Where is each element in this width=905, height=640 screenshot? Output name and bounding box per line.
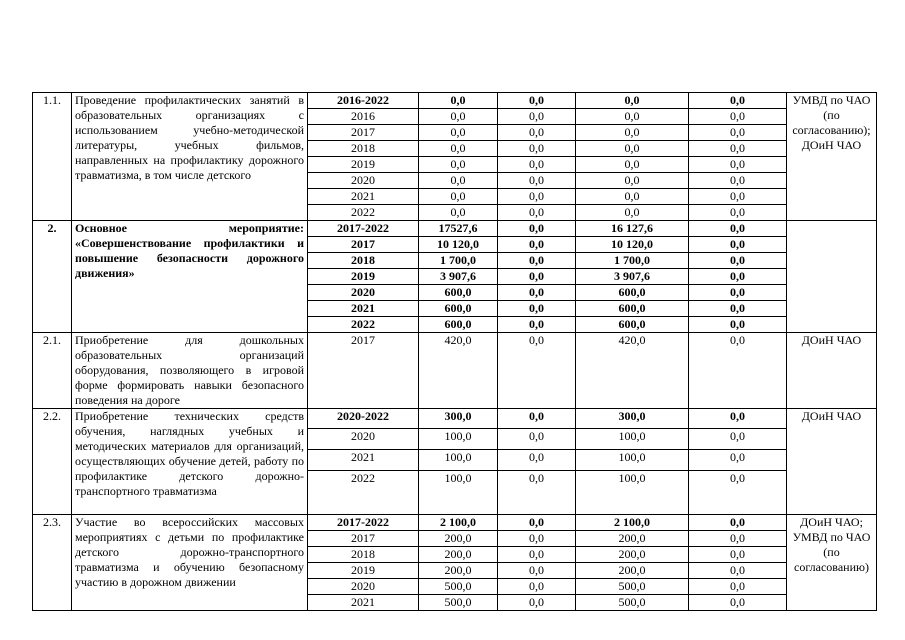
year-cell: 2017	[308, 125, 419, 141]
funding-value-4: 0,0	[689, 109, 787, 125]
year-cell: 2020-2022	[308, 409, 419, 429]
funding-value-3: 200,0	[576, 563, 689, 579]
funding-value-4: 0,0	[689, 205, 787, 221]
funding-value-2: 0,0	[498, 205, 576, 221]
funding-value-3: 200,0	[576, 547, 689, 563]
funding-value-2: 0,0	[498, 515, 576, 531]
year-cell: 2020	[308, 579, 419, 595]
funding-value-1: 600,0	[419, 285, 498, 301]
funding-value-3: 10 120,0	[576, 237, 689, 253]
funding-value-2: 0,0	[498, 301, 576, 317]
funding-value-1: 2 100,0	[419, 515, 498, 531]
funding-value-3: 0,0	[576, 157, 689, 173]
funding-value-1: 0,0	[419, 173, 498, 189]
funding-value-2: 0,0	[498, 579, 576, 595]
table-row	[33, 333, 877, 409]
funding-value-1: 300,0	[419, 409, 498, 429]
item-number: 2.3.	[33, 515, 72, 611]
year-cell: 2020	[308, 173, 419, 189]
funding-value-2: 0,0	[498, 157, 576, 173]
funding-value-4: 0,0	[689, 531, 787, 547]
funding-value-4: 0,0	[689, 450, 787, 471]
year-cell: 2018	[308, 253, 419, 269]
funding-value-4: 0,0	[689, 221, 787, 237]
item-description: Основное мероприятие: «Совершенствование профилактики и повышение безопасности дорожного движения»	[72, 221, 308, 333]
funding-value-1: 500,0	[419, 579, 498, 595]
year-cell: 2020	[308, 285, 419, 301]
funding-value-2: 0,0	[498, 317, 576, 333]
funding-value-4: 0,0	[689, 471, 787, 515]
funding-value-1: 200,0	[419, 563, 498, 579]
funding-value-1: 0,0	[419, 141, 498, 157]
funding-value-3: 200,0	[576, 531, 689, 547]
funding-value-2: 0,0	[498, 125, 576, 141]
funding-value-4: 0,0	[689, 547, 787, 563]
funding-value-4: 0,0	[689, 269, 787, 285]
funding-value-1: 420,0	[419, 333, 498, 409]
year-cell: 2020	[308, 429, 419, 450]
year-cell: 2017	[308, 333, 419, 409]
funding-value-4: 0,0	[689, 333, 787, 409]
funding-value-4: 0,0	[689, 189, 787, 205]
item-number: 2.	[33, 221, 72, 333]
funding-value-3: 100,0	[576, 471, 689, 515]
funding-value-2: 0,0	[498, 547, 576, 563]
funding-value-2: 0,0	[498, 409, 576, 429]
funding-value-1: 200,0	[419, 531, 498, 547]
funding-value-2: 0,0	[498, 93, 576, 109]
year-cell: 2018	[308, 141, 419, 157]
funding-value-2: 0,0	[498, 189, 576, 205]
funding-value-4: 0,0	[689, 317, 787, 333]
funding-value-4: 0,0	[689, 157, 787, 173]
funding-value-3: 500,0	[576, 595, 689, 611]
funding-value-1: 0,0	[419, 189, 498, 205]
funding-value-3: 600,0	[576, 317, 689, 333]
responsible-executor	[787, 221, 877, 333]
table-body	[33, 93, 877, 611]
funding-value-4: 0,0	[689, 285, 787, 301]
funding-value-1: 100,0	[419, 471, 498, 515]
year-cell: 2018	[308, 547, 419, 563]
funding-value-4: 0,0	[689, 515, 787, 531]
funding-value-3: 0,0	[576, 93, 689, 109]
funding-value-3: 0,0	[576, 125, 689, 141]
funding-value-1: 0,0	[419, 93, 498, 109]
funding-value-3: 600,0	[576, 301, 689, 317]
funding-value-2: 0,0	[498, 285, 576, 301]
funding-value-2: 0,0	[498, 141, 576, 157]
funding-value-4: 0,0	[689, 563, 787, 579]
funding-value-2: 0,0	[498, 333, 576, 409]
item-description: Участие во всероссийских массовых мероприятиях с детьми по профилактике детского дорожно-транспортного травматизма и обучению безопасному участию в дорожном движении	[72, 515, 308, 611]
year-cell: 2021	[308, 450, 419, 471]
funding-value-4: 0,0	[689, 429, 787, 450]
funding-value-2: 0,0	[498, 221, 576, 237]
year-cell: 2022	[308, 471, 419, 515]
funding-value-1: 100,0	[419, 450, 498, 471]
funding-value-4: 0,0	[689, 237, 787, 253]
year-cell: 2017-2022	[308, 515, 419, 531]
funding-value-3: 0,0	[576, 189, 689, 205]
funding-value-2: 0,0	[498, 563, 576, 579]
funding-value-1: 1 700,0	[419, 253, 498, 269]
funding-value-3: 16 127,6	[576, 221, 689, 237]
year-cell: 2017	[308, 237, 419, 253]
responsible-executor: УМВД по ЧАО (по согласованию); ДОиН ЧАО	[787, 93, 877, 221]
funding-value-3: 0,0	[576, 109, 689, 125]
funding-value-3: 1 700,0	[576, 253, 689, 269]
funding-value-3: 100,0	[576, 450, 689, 471]
item-description: Приобретение для дошкольных образовательных организаций оборудования, позволяющего в игровой форме формировать навыки безопасного поведения на дороге	[72, 333, 308, 409]
funding-value-1: 600,0	[419, 317, 498, 333]
funding-value-4: 0,0	[689, 173, 787, 189]
year-cell: 2022	[308, 205, 419, 221]
funding-value-1: 0,0	[419, 109, 498, 125]
funding-value-4: 0,0	[689, 125, 787, 141]
funding-value-3: 100,0	[576, 429, 689, 450]
funding-value-3: 420,0	[576, 333, 689, 409]
funding-value-1: 100,0	[419, 429, 498, 450]
funding-value-3: 0,0	[576, 141, 689, 157]
funding-value-2: 0,0	[498, 429, 576, 450]
funding-value-1: 10 120,0	[419, 237, 498, 253]
funding-value-3: 500,0	[576, 579, 689, 595]
funding-value-2: 0,0	[498, 173, 576, 189]
funding-value-1: 17527,6	[419, 221, 498, 237]
table-row	[33, 93, 877, 109]
funding-value-2: 0,0	[498, 109, 576, 125]
funding-value-4: 0,0	[689, 141, 787, 157]
table-row	[33, 221, 877, 237]
funding-value-3: 2 100,0	[576, 515, 689, 531]
funding-value-1: 0,0	[419, 125, 498, 141]
responsible-executor: ДОиН ЧАО; УМВД по ЧАО (по согласованию)	[787, 515, 877, 611]
funding-value-1: 3 907,6	[419, 269, 498, 285]
funding-value-1: 0,0	[419, 205, 498, 221]
item-number: 1.1.	[33, 93, 72, 221]
item-number: 2.1.	[33, 333, 72, 409]
year-cell: 2016	[308, 109, 419, 125]
funding-value-2: 0,0	[498, 253, 576, 269]
year-cell: 2021	[308, 595, 419, 611]
item-description: Приобретение технических средств обучения, наглядных учебных и методических материалов для организаций, осуществляющих обучение детей, работу по профилактике детского дорожно-транспортного травматизма	[72, 409, 308, 515]
funding-value-3: 600,0	[576, 285, 689, 301]
year-cell: 2022	[308, 317, 419, 333]
funding-value-2: 0,0	[498, 595, 576, 611]
funding-value-3: 3 907,6	[576, 269, 689, 285]
funding-value-3: 0,0	[576, 205, 689, 221]
item-description: Проведение профилактических занятий в образовательных организациях с использованием учебно-методической литературы, учебных фильмов, направленных на профилактику дорожного травматизма, в том числе детского	[72, 93, 308, 221]
responsible-executor: ДОиН ЧАО	[787, 333, 877, 409]
funding-value-4: 0,0	[689, 409, 787, 429]
year-cell: 2021	[308, 189, 419, 205]
funding-value-4: 0,0	[689, 253, 787, 269]
funding-value-2: 0,0	[498, 531, 576, 547]
funding-value-1: 200,0	[419, 547, 498, 563]
year-cell: 2016-2022	[308, 93, 419, 109]
funding-value-2: 0,0	[498, 471, 576, 515]
funding-value-4: 0,0	[689, 595, 787, 611]
funding-value-1: 600,0	[419, 301, 498, 317]
funding-value-2: 0,0	[498, 450, 576, 471]
program-table	[32, 92, 877, 611]
year-cell: 2017-2022	[308, 221, 419, 237]
funding-value-4: 0,0	[689, 579, 787, 595]
responsible-executor: ДОиН ЧАО	[787, 409, 877, 515]
funding-value-2: 0,0	[498, 237, 576, 253]
year-cell: 2017	[308, 531, 419, 547]
funding-value-1: 500,0	[419, 595, 498, 611]
funding-value-4: 0,0	[689, 93, 787, 109]
funding-value-3: 300,0	[576, 409, 689, 429]
year-cell: 2019	[308, 157, 419, 173]
funding-value-3: 0,0	[576, 173, 689, 189]
funding-value-2: 0,0	[498, 269, 576, 285]
funding-value-4: 0,0	[689, 301, 787, 317]
funding-value-1: 0,0	[419, 157, 498, 173]
year-cell: 2021	[308, 301, 419, 317]
year-cell: 2019	[308, 563, 419, 579]
table-row	[33, 409, 877, 429]
item-number: 2.2.	[33, 409, 72, 515]
table-row	[33, 515, 877, 531]
year-cell: 2019	[308, 269, 419, 285]
